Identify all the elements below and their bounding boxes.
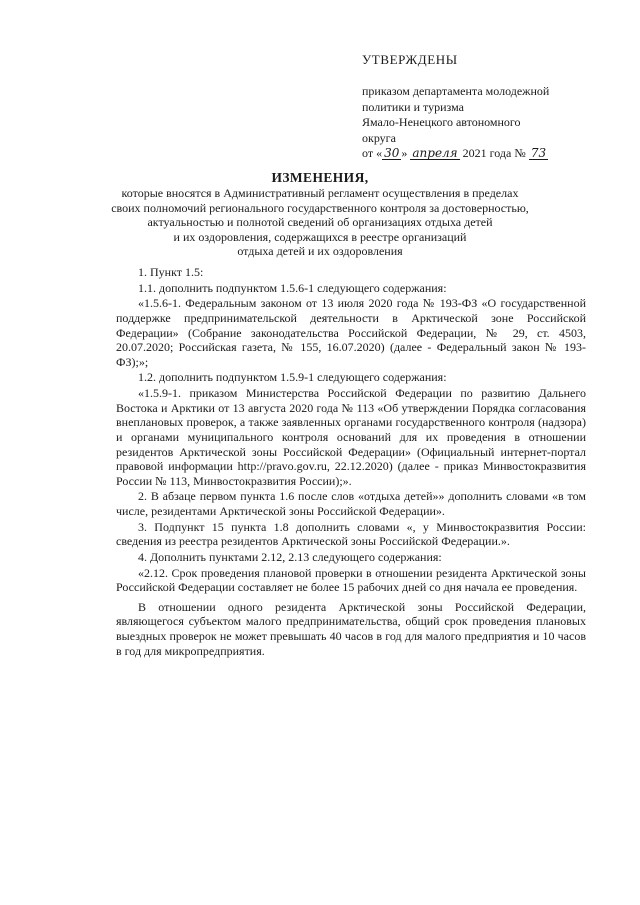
paragraph: «1.5.9-1. приказом Министерства Российской Федерации по развитию Дальнего Востока и Арктики от 13 августа 2020 года № 113 «Об утверждении Порядка согласования внеплановых проверок, а также заявленных органами государственного контроля (надзора) и органами муниципального контроля оснований для их проведения в отношении резидентов Арктической зоны Российской Федерации» (Официальный интернет-портал правовой информации http://pravo.gov.ru, 22.12.2020) (далее - приказ Минвостокразвития России № 113, Минвостокразвития России);». bbox=[116, 386, 586, 488]
order-line: приказом департамента молодежной bbox=[362, 84, 550, 98]
approval-order-block bbox=[362, 84, 592, 162]
subtitle-line: отдыха детей и их оздоровления bbox=[237, 244, 403, 258]
subtitle-line: которые вносятся в Административный регламент осуществления в пределах bbox=[121, 186, 519, 200]
document-subtitle bbox=[110, 186, 530, 259]
paragraph: «2.12. Срок проведения плановой проверки в отношении резидента Арктической зоны Российской Федерации составляет не более 15 рабочих дней со дня начала ее проведения. bbox=[116, 565, 586, 595]
paragraph: В отношении одного резидента Арктической зоны Российской Федерации, являющегося субъектом малого предпринимательства, общий срок проведения плановых выездных проверок не может превышать 40 часов в год для малого предприятия и 10 часов в год для микропредприятия. bbox=[116, 599, 586, 658]
handwritten-month: апреля bbox=[412, 146, 458, 160]
subtitle-line: актуальностью и полнотой сведений об организациях отдыха детей bbox=[147, 215, 493, 229]
subtitle-line: своих полномочий регионального государственного контроля за достоверностью, bbox=[111, 200, 529, 215]
subtitle-line: и их оздоровления, содержащихся в реестре организаций bbox=[173, 229, 467, 244]
document-title: ИЗМЕНЕНИЯ, bbox=[271, 170, 369, 185]
order-line: Ямало-Ненецкого автономного bbox=[362, 115, 521, 129]
paragraph: «1.5.6-1. Федеральным законом от 13 июля 2020 года № 193-ФЗ «О государственной поддержке предпринимательской деятельности в Арктической зоне Российской Федерации» (Собрание законодательства Российской Федерации, № 29, ст. 4503, 20.07.2020; Российская газета, № 155, 16.07.2020) (далее - Федеральный закон № 193-ФЗ);»; bbox=[116, 296, 586, 369]
paragraph: 2. В абзаце первом пункта 1.6 после слов «отдыха детей»» дополнить словами «в том числе, резидентами Арктической зоны Российской Федерации». bbox=[116, 489, 586, 518]
document-body bbox=[116, 265, 586, 659]
year-text: 2021 года № bbox=[462, 146, 526, 160]
handwritten-day: 30 bbox=[384, 146, 400, 160]
date-mid: » bbox=[401, 146, 408, 160]
order-line: округа bbox=[362, 130, 396, 145]
order-date-line bbox=[362, 146, 592, 162]
paragraph: 1.1. дополнить подпунктом 1.5.6-1 следующего содержания: bbox=[138, 280, 447, 295]
paragraph: 3. Подпункт 15 пункта 1.8 дополнить словами «, у Минвостокразвития России: сведения из реестра резидентов Арктической зоны Российской Федерации.». bbox=[116, 519, 586, 549]
order-line: политики и туризма bbox=[362, 99, 464, 114]
approval-heading: УТВЕРЖДЕНЫ bbox=[362, 52, 458, 67]
paragraph: 4. Дополнить пунктами 2.12, 2.13 следующего содержания: bbox=[138, 549, 442, 564]
paragraph: 1.2. дополнить подпунктом 1.5.9-1 следующего содержания: bbox=[138, 370, 447, 385]
handwritten-number: 73 bbox=[530, 146, 547, 160]
paragraph: 1. Пункт 1.5: bbox=[138, 265, 204, 279]
date-prefix: от « bbox=[362, 146, 383, 160]
